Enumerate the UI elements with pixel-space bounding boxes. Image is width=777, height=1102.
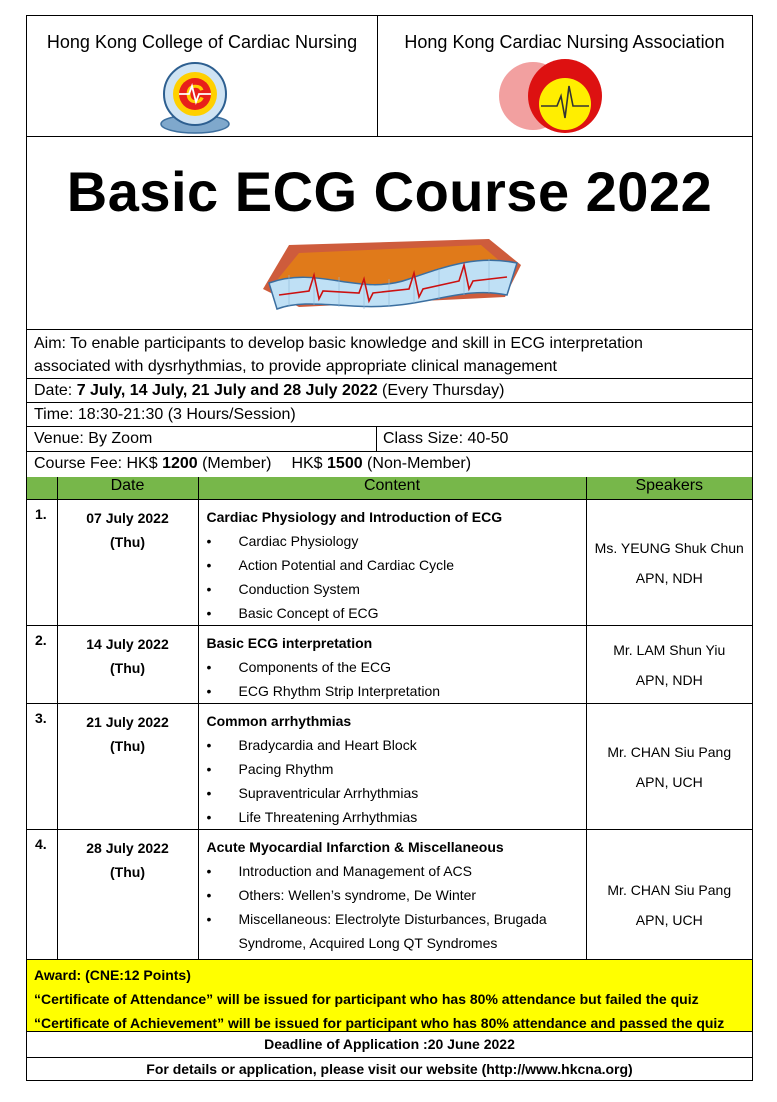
session-title: Common arrhythmias xyxy=(206,713,352,729)
award-line-1: “Certificate of Attendance” will be issued for participant who has 80% attendance but failed the quiz xyxy=(34,991,699,1007)
list-item: • Bradycardia and Heart Block xyxy=(207,733,586,757)
session-date-text: 28 July 2022 xyxy=(86,840,169,856)
college-logo-icon xyxy=(155,58,235,136)
session-date xyxy=(57,500,198,626)
session-content xyxy=(198,830,586,980)
session-speaker xyxy=(586,704,752,830)
list-item: • Life Threatening Arrhythmias xyxy=(207,805,586,829)
association-logo-icon xyxy=(499,56,611,136)
session-topics xyxy=(207,655,586,703)
svg-text:C: C xyxy=(185,79,205,109)
list-item: • Basic Concept of ECG xyxy=(207,601,586,625)
session-date xyxy=(57,626,198,704)
speaker-affil: APN, UCH xyxy=(635,911,703,928)
table-row xyxy=(27,626,752,704)
college-cell xyxy=(27,16,378,136)
speaker-affil: APN, NDH xyxy=(635,569,703,586)
header-row xyxy=(27,16,752,137)
list-item: • Conduction System xyxy=(207,577,586,601)
class-size-text: Class Size: 40-50 xyxy=(383,430,509,447)
table-row xyxy=(27,704,752,830)
list-item: • Introduction and Management of ACS xyxy=(207,859,586,883)
ecg-strip-icon xyxy=(259,235,525,321)
session-date-text: 14 July 2022 xyxy=(86,636,169,652)
list-item: • Cardiac Physiology xyxy=(207,529,586,553)
venue-divider xyxy=(376,427,377,451)
venue-text: Venue: By Zoom xyxy=(34,430,153,447)
list-item: • Supraventricular Arrhythmias xyxy=(207,781,586,805)
aim-line-2: associated with dysrhythmias, to provide appropriate clinical management xyxy=(34,358,557,375)
list-item: • Others: Wellen’s syndrome, De Winter xyxy=(207,883,586,907)
session-day: (Thu) xyxy=(110,864,145,880)
title-row xyxy=(27,137,752,330)
award-section xyxy=(27,959,752,1032)
list-item: • ECG Rhythm Strip Interpretation xyxy=(207,679,586,703)
list-item: • Components of the ECG xyxy=(207,655,586,679)
association-name: Hong Kong Cardiac Nursing Association xyxy=(404,32,725,52)
time-text: Time: 18:30-21:30 (3 Hours/Session) xyxy=(34,406,296,423)
fee-label: Course Fee: HK$ xyxy=(34,455,163,472)
session-content xyxy=(198,500,586,626)
speaker-name: Mr. CHAN Siu Pang xyxy=(607,881,732,898)
session-day: (Thu) xyxy=(110,660,145,676)
session-title: Acute Myocardial Infarction & Miscellaneous xyxy=(206,839,504,855)
list-item: • Miscellaneous: Electrolyte Disturbances, Brugada Syndrome, Acquired Long QT Syndromes xyxy=(207,907,586,955)
table-row xyxy=(27,830,752,980)
date-row xyxy=(27,379,752,403)
fee-member-label: (Member) xyxy=(197,455,272,472)
session-content xyxy=(198,626,586,704)
session-title: Cardiac Physiology and Introduction of ECG xyxy=(206,509,503,525)
association-cell xyxy=(377,16,752,136)
col-header-speakers: Speakers xyxy=(586,477,752,500)
venue-row xyxy=(27,427,752,452)
aim-row xyxy=(27,330,752,379)
session-date xyxy=(57,830,198,980)
session-speaker xyxy=(586,626,752,704)
website-text: For details or application, please visit our website (http://www.hkcna.org) xyxy=(146,1061,633,1077)
speaker-affil: APN, UCH xyxy=(635,773,703,790)
list-item: • Pacing Rhythm xyxy=(207,757,586,781)
session-topics xyxy=(207,733,586,829)
table-row xyxy=(27,500,752,626)
award-title: Award: (CNE:12 Points) xyxy=(34,967,191,983)
session-date-text: 21 July 2022 xyxy=(86,714,169,730)
session-topics xyxy=(207,529,586,625)
date-note: (Every Thursday) xyxy=(377,382,505,399)
award-line-2: “Certificate of Achievement” will be issued for participant who has 80% attendance and passed the quiz xyxy=(34,1015,725,1031)
session-speaker xyxy=(586,500,752,626)
date-label: Date: xyxy=(34,382,77,399)
website-row xyxy=(27,1057,752,1081)
session-title: Basic ECG interpretation xyxy=(206,635,373,651)
fee-row xyxy=(27,452,752,477)
deadline-row xyxy=(27,1032,752,1058)
speaker-name: Mr. LAM Shun Yiu xyxy=(613,641,726,658)
table-header-row xyxy=(27,477,752,500)
deadline-text: Deadline of Application :20 June 2022 xyxy=(264,1036,515,1052)
speaker-name: Ms. YEUNG Shuk Chun xyxy=(594,539,744,556)
fee-nonmember-label: (Non-Member) xyxy=(362,455,472,472)
college-name: Hong Kong College of Cardiac Nursing xyxy=(46,32,358,52)
speaker-affil: APN, NDH xyxy=(635,671,703,688)
session-content xyxy=(198,704,586,830)
session-num: 3. xyxy=(27,704,57,830)
speaker-name: Mr. CHAN Siu Pang xyxy=(607,743,732,760)
col-header-num xyxy=(27,477,57,500)
session-date xyxy=(57,704,198,830)
aim-line-1: Aim: To enable participants to develop basic knowledge and skill in ECG interpretation xyxy=(34,335,643,352)
session-day: (Thu) xyxy=(110,534,145,550)
date-value: 7 July, 14 July, 21 July and 28 July 2022 xyxy=(76,382,378,399)
fee-nonmember-amount: 1500 xyxy=(327,455,363,472)
session-num: 2. xyxy=(27,626,57,704)
session-date-text: 07 July 2022 xyxy=(86,510,169,526)
session-num: 1. xyxy=(27,500,57,626)
fee-member-amount: 1200 xyxy=(162,455,198,472)
session-day: (Thu) xyxy=(110,738,145,754)
time-row xyxy=(27,403,752,427)
col-header-content: Content xyxy=(198,477,586,500)
course-flyer xyxy=(26,15,753,1081)
col-header-date: Date xyxy=(57,477,198,500)
session-num: 4. xyxy=(27,830,57,980)
list-item: • Action Potential and Cardiac Cycle xyxy=(207,553,586,577)
fee-nonmember-prefix: HK$ xyxy=(291,455,328,472)
session-speaker xyxy=(586,830,752,980)
course-title: Basic ECG Course 2022 xyxy=(66,160,713,223)
schedule-table xyxy=(27,477,752,980)
